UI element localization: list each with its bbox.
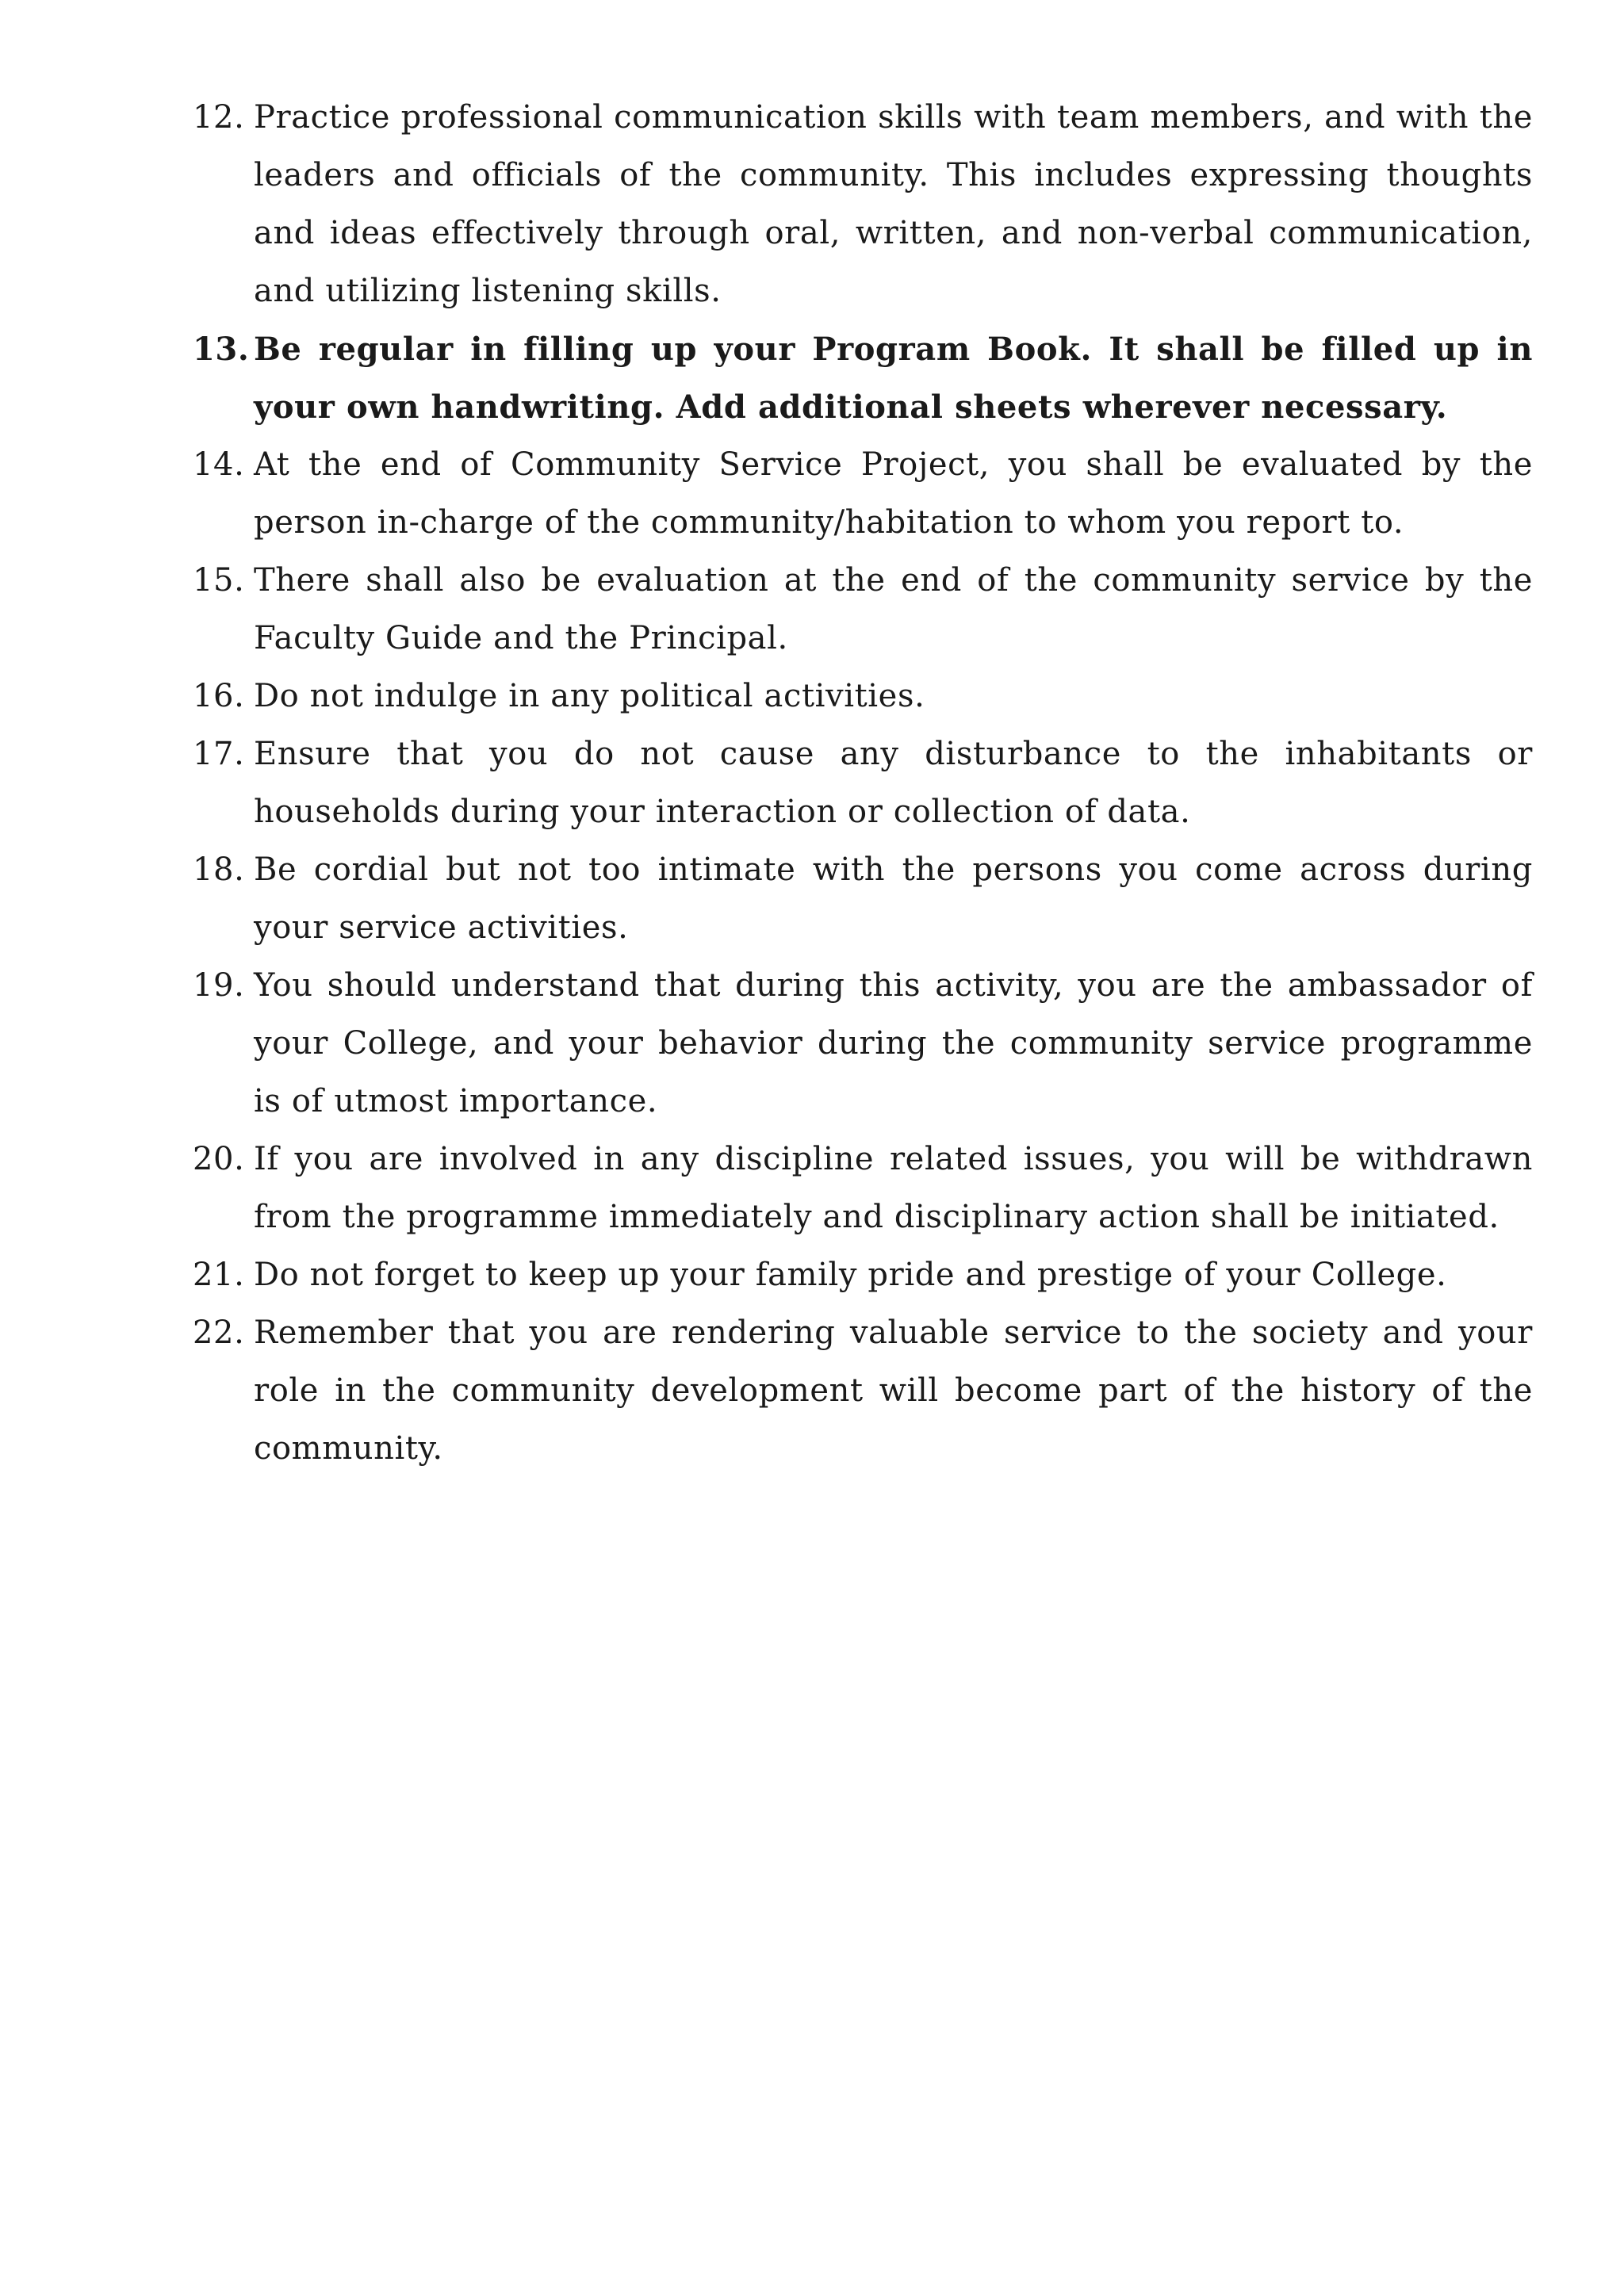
- item-text: Ensure that you do not cause any disturbance to the inhabitants or households during your interaction or collection of data.: [254, 736, 1533, 830]
- list-item: [193, 1304, 1533, 1478]
- item-text: If you are involved in any discipline related issues, you will be withdrawn from the programme immediately and disciplinary action shall be initiated.: [254, 1141, 1533, 1235]
- list-item: [193, 436, 1533, 552]
- item-number: 13.: [193, 331, 250, 368]
- list-item: [193, 725, 1533, 841]
- item-number: 16.: [193, 678, 245, 714]
- item-number: 19.: [193, 967, 245, 1004]
- item-text: Practice professional communication skills with team members, and with the leaders and officials of the community. This includes expressing thoughts and ideas effectively through oral, written, and non-verbal communication, and utilizing listening skills.: [254, 99, 1533, 309]
- list-item: [193, 841, 1533, 957]
- item-number: 18.: [193, 851, 245, 888]
- list-item: [193, 320, 1533, 436]
- item-number: 14.: [193, 446, 245, 483]
- item-number: 21.: [193, 1257, 245, 1293]
- item-text: Do not forget to keep up your family pride and prestige of your College.: [254, 1257, 1447, 1293]
- list-item: [193, 89, 1533, 320]
- item-text: Do not indulge in any political activities.: [254, 678, 925, 714]
- list-item: [193, 668, 1533, 725]
- list-item: [193, 1131, 1533, 1246]
- item-number: 22.: [193, 1314, 245, 1351]
- item-number: 15.: [193, 562, 245, 599]
- item-number: 20.: [193, 1141, 245, 1177]
- item-text: You should understand that during this activity, you are the ambassador of your College, and your behavior during the community service programme is of utmost importance.: [254, 967, 1533, 1119]
- item-text: At the end of Community Service Project, you shall be evaluated by the person in-charge of the community/habitation to whom you report to.: [254, 446, 1533, 541]
- list-item: [193, 1246, 1533, 1304]
- item-text: Be regular in filling up your Program Book. It shall be filled up in your own handwriting. Add additional sheets wherever necessary.: [254, 331, 1533, 426]
- list-item: [193, 552, 1533, 668]
- item-text: There shall also be evaluation at the end of the community service by the Faculty Guide and the Principal.: [254, 562, 1533, 656]
- list-item: [193, 957, 1533, 1131]
- guidelines-list: [193, 89, 1533, 1478]
- item-number: 12.: [193, 99, 245, 136]
- item-number: 17.: [193, 736, 245, 772]
- item-text: Remember that you are rendering valuable service to the society and your role in the community development will become part of the history of the community.: [254, 1314, 1533, 1467]
- item-text: Be cordial but not too intimate with the persons you come across during your service activities.: [254, 851, 1533, 946]
